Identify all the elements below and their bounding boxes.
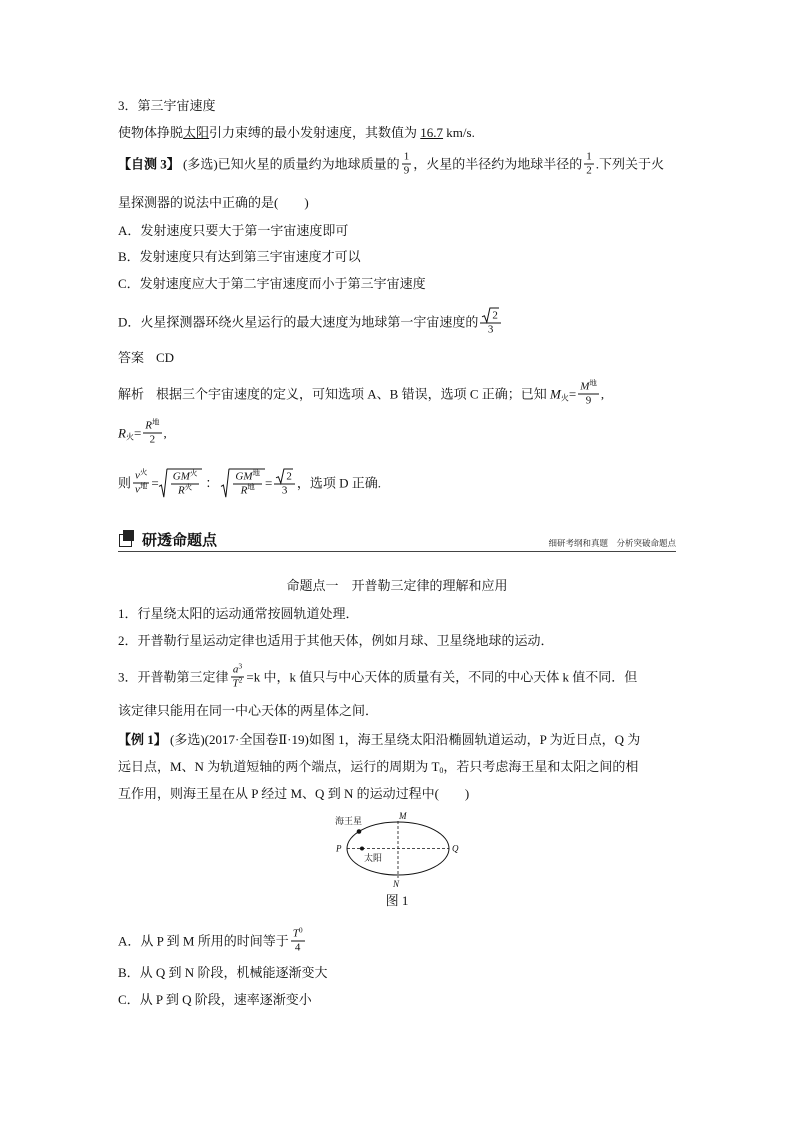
velocity-symbol: v [135,483,140,496]
numerator [578,378,599,395]
mars-superscript: 火 [139,467,148,476]
velocity-ratio-fraction [133,467,149,497]
denominator: 2 [586,164,592,177]
self-test-option-c [118,275,426,293]
denominator [239,482,257,498]
velocity-symbol: v [135,469,140,482]
definition-value: 16.7 [420,125,444,140]
denominator: 2 [149,433,156,446]
example-stem-1: (多选)(2017·全国卷Ⅱ·19)如图 1，海王星绕太阳沿椭圆轨道运动，P 为近日点，Q 为 [166,732,641,747]
point-m-label: M [399,811,407,821]
answer-label: 答案 [118,350,145,365]
stem-part-3: .下列关于火 [595,156,664,171]
example-stem-line-2 [118,758,638,776]
self-test-option-a [118,222,348,240]
topic-point-3-continued [118,702,378,720]
analysis-text: 根据三个宇宙速度的定义，可知选项 A、B 错误，选项 C 正确；已知 [156,386,550,401]
denominator: 3 [487,323,494,336]
exponent: 2 [238,675,243,684]
square-root [276,469,293,484]
analysis-line-3 [118,469,381,498]
square-root-earth [221,469,265,498]
period-subscript: 0 [439,766,444,775]
radical-sign [276,469,284,484]
equals-sign: = [568,386,577,401]
denominator: 4 [294,941,301,954]
radical-sign [221,469,229,498]
self-test-option-b [118,248,361,266]
denominator: 9 [403,164,410,177]
definition-unit: km/s. [443,125,475,140]
radicand: 2 [286,470,292,483]
mass-ratio-fraction [402,151,412,178]
answer-line [118,349,174,367]
section-banner [118,530,676,552]
gm-symbol: GM [172,470,190,483]
period-index: 0 [298,925,303,934]
period-symbol: T [232,677,239,690]
equals-sign: = [133,425,142,440]
radical-sign [482,308,490,323]
option-a-text: A．从 P 到 M 所用的时间等于 [118,933,289,948]
earth-superscript: 地 [152,417,160,426]
numerator [291,925,305,942]
definition-start: 使物体挣脱 [118,125,184,140]
earth-superscript: 地 [247,482,255,491]
option-d-text: D．火星探测器环绕火星运行的最大速度为地球第一宇宙速度的 [118,314,479,329]
comma: , [600,386,605,401]
mass-symbol: M [580,380,590,393]
square-root [482,308,499,323]
mass-symbol: M [550,386,561,401]
example-stem-line-1 [118,731,640,749]
option-a-text: A．发射速度只要大于第一宇宙速度即可 [118,223,349,238]
exponent: 3 [238,661,243,670]
denominator: 9 [585,394,592,407]
earth-superscript: 地 [589,378,597,387]
numerator [480,308,501,324]
point-3-start: 3．开普勒第三定律 [118,669,229,684]
analysis-line-1 [118,378,605,408]
self-test-stem-line-2 [118,194,309,212]
equals-sign: = [264,475,273,490]
topic-heading [118,577,676,595]
sun-label: 太阳 [364,853,383,863]
stem-line-2: 星探测器的说法中正确的是( ) [118,195,309,210]
example-stem-3: 互作用，则海王星在从 P 经过 M、Q 到 N 的运动过程中( ) [118,786,470,801]
radical-sign [159,469,167,498]
option-c-text: C．发射速度应大于第二宇宙速度而小于第三宇宙速度 [118,276,426,291]
point-2-text: 2．开普勒行星运动定律也适用于其他天体，例如月球、卫星绕地球的运动． [118,633,554,648]
option-b-text: B．发射速度只有达到第三宇宙速度才可以 [118,249,361,264]
neptune-dot [357,829,362,834]
definition-underlined-sun: 太阳 [183,125,210,140]
equals-sign: = [151,475,159,490]
numerator: 1 [586,150,592,163]
denominator [176,482,194,498]
earth-mass-over-nine [578,378,599,408]
point-q-label: Q [452,843,459,854]
topic-heading-text: 命题点一 开普勒三定律的理解和应用 [286,578,508,593]
gm-over-r-earth [233,468,262,498]
radius-symbol: R [145,419,153,432]
self-test-tag: 【自测 3】 [118,156,180,171]
quarter-period-fraction [291,925,305,955]
option-c-text: C．从 P 到 Q 阶段，速率逐渐变小 [118,992,312,1007]
stem-part-1: (多选)已知火星的质量约为地球质量的 [179,156,400,171]
third-cosmic-velocity-definition [118,124,475,142]
gm-over-r-mars [171,468,200,498]
then-word: 则 [118,475,132,490]
option-b-text: B．从 Q 到 N 阶段，机械能逐渐变大 [118,965,328,980]
radius-ratio-fraction [584,151,594,178]
section-square-icon [119,534,132,547]
third-cosmic-velocity-title [118,97,216,115]
definition-middle: 引力束缚的最小发射速度，其数值为 [209,125,421,140]
example-option-a [118,925,307,955]
self-test-option-d [118,308,503,337]
section-subtitle: 细研考纲和真题 分析突破命题点 [548,538,676,548]
self-test-stem-line-1 [118,151,664,178]
option-d-ratio-fraction [480,308,501,337]
conclusion: ，选项 D 正确. [296,475,381,490]
numerator: 1 [403,150,410,163]
topic-point-2 [118,632,554,650]
numerator [274,469,295,485]
comma: , [163,425,167,440]
radicand [229,469,265,498]
analysis-line-2 [118,417,167,447]
radius-symbol: R [177,484,185,497]
stem-part-2: ，火星的半径约为地球半径的 [413,156,583,171]
sun-dot [360,847,364,851]
topic-point-1 [118,605,359,623]
radius-symbol: R [118,425,126,440]
mars-superscript: 火 [189,468,198,477]
radius-symbol: R [240,484,248,497]
square-root-mars [159,469,203,498]
example-stem-2-end: ，若只考虑海王星和太阳之间的相 [443,759,639,774]
figure-caption [118,892,676,910]
earth-radius-over-two [143,417,161,447]
denominator [133,481,149,497]
mars-superscript: 火 [184,482,193,491]
point-1-text: 1．行星绕太阳的运动通常按圆轨道处理． [118,606,359,621]
answer-value: CD [156,350,175,365]
point-n-label: N [393,879,400,889]
example-stem-line-3 [118,785,469,803]
mars-subscript: 火 [125,432,134,441]
example-option-b [118,964,327,982]
figure-caption-text: 图 1 [385,893,409,908]
ratio-sign: ： [205,475,219,490]
example-stem-2-start: 远日点，M、N 为轨道短轴的两个端点，运行的周期为 T [118,759,440,774]
earth-superscript: 地 [252,468,260,477]
gm-symbol: GM [235,470,253,483]
neptune-orbit-figure [320,808,470,890]
topic-point-3 [118,661,638,691]
example-option-c [118,991,312,1009]
semi-major-axis-symbol: a [232,663,239,676]
point-3-rest: =k 中，k 值只与中心天体的质量有关，不同的中心天体 k 值不同．但 [246,669,638,684]
mars-subscript: 火 [560,393,569,402]
section-title: 研透命题点 [142,532,218,549]
numerator [143,417,161,434]
analysis-label: 解析 [118,386,145,401]
period-symbol: T [292,927,299,940]
earth-superscript: 地 [139,481,148,490]
radicand: 2 [492,309,498,322]
radicand [167,469,203,498]
example-tag: 【例 1】 [118,732,167,747]
denominator: 3 [281,484,288,497]
kepler-third-law-formula [231,661,245,691]
denominator [231,675,245,691]
result-fraction [274,469,295,498]
point-3-line-2: 该定律只能用在同一中心天体的两星体之间． [118,703,379,718]
title-text: 3．第三宇宙速度 [118,98,216,113]
point-p-label: P [336,843,342,854]
neptune-label: 海王星 [335,816,363,826]
